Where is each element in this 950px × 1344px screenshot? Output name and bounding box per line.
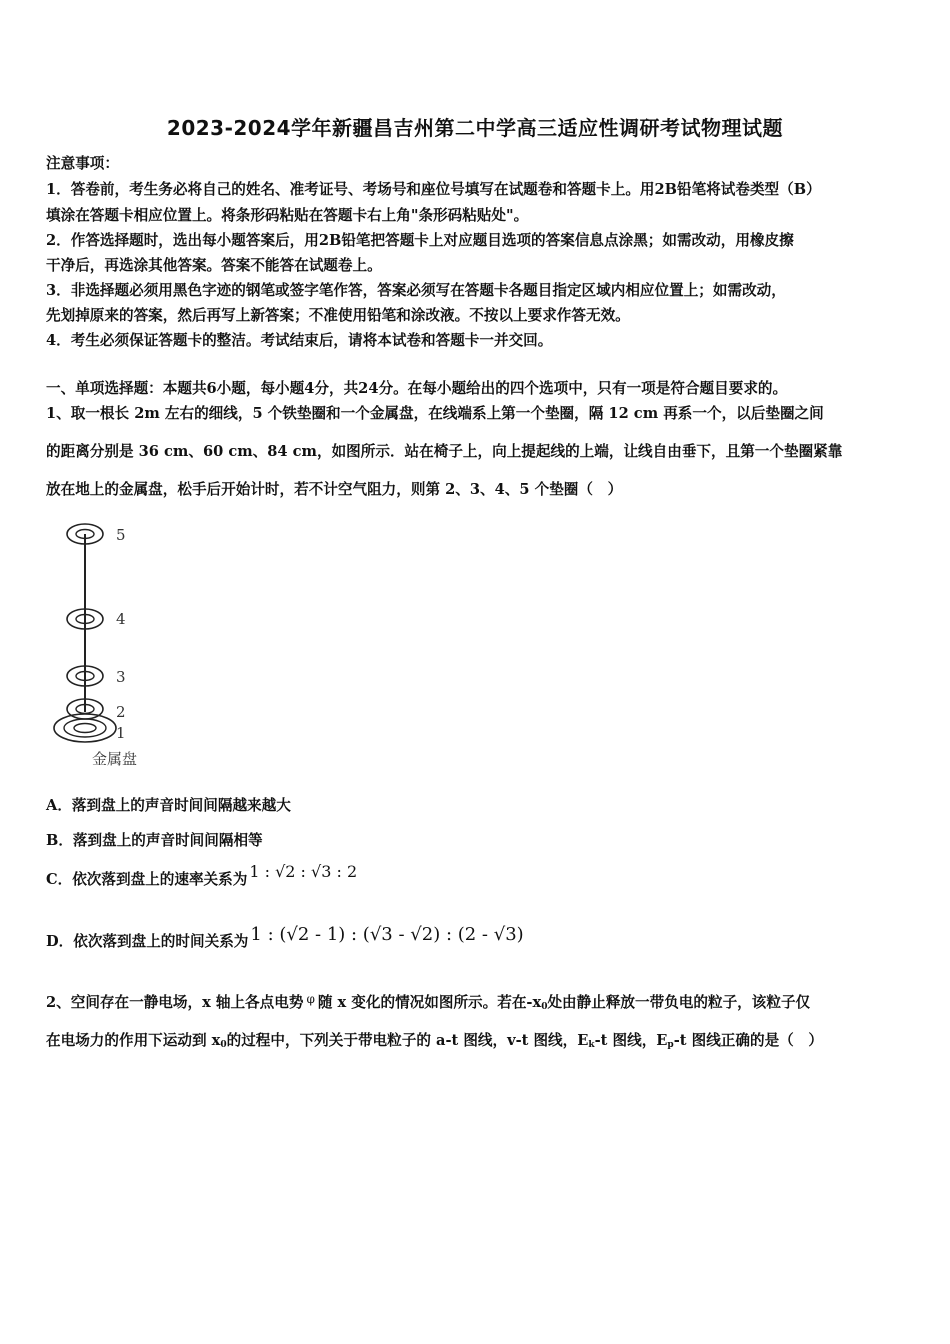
- washer-label: 4: [116, 610, 126, 628]
- option-b: B．落到盘上的声音时间间隔相等: [46, 832, 263, 849]
- question-1-line: 1、取一根长 2m 左右的细线，5 个铁垫圈和一个金属盘，在线端系上第一个垫圈，隔 12 cm 再系一个，以后垫圈之间: [46, 405, 824, 422]
- notice-line: 4．考生必须保证答题卡的整洁。考试结束后，请将本试卷和答题卡一并交回。: [46, 332, 553, 349]
- notice-line: 2．作答选择题时，选出每小题答案后，用2B铅笔把答题卡上对应题目选项的答案信息点涂黑；如需改动，用橡皮擦: [46, 232, 794, 249]
- notice-line: 干净后，再选涂其他答案。答案不能答在试题卷上。: [46, 257, 382, 274]
- question-2-line: [46, 991, 810, 1012]
- q2-text: 在电场力的作用下运动到 x: [46, 1032, 221, 1049]
- option-a: A．落到盘上的声音时间间隔越来越大: [46, 797, 291, 814]
- page-title: 2023-2024学年新疆昌吉州第二中学高三适应性调研考试物理试题: [166, 116, 784, 140]
- subscript: k: [588, 1040, 595, 1050]
- option-d-math: 1 : (√2 - 1) : (√3 - √2) : (2 - √3): [250, 924, 524, 945]
- subscript: p: [667, 1040, 674, 1050]
- q2-text: 随 x 变化的情况如图所示。若在-x: [317, 994, 542, 1011]
- phi-symbol: φ: [306, 992, 315, 1006]
- option-c-math: 1 : √2 : √3 : 2: [249, 862, 358, 881]
- question-1-line: 的距离分别是 36 cm、60 cm、84 cm，如图所示．站在椅子上，向上提起线的上端，让线自由垂下，且第一个垫圈紧靠: [46, 443, 843, 460]
- q2-text: 的过程中，下列关于带电粒子的 a-t 图线，v-t 图线，E: [226, 1032, 589, 1049]
- option-c: [46, 862, 358, 889]
- subscript: 0: [541, 1002, 548, 1012]
- washer-figure: [46, 512, 176, 772]
- q2-text: -t 图线，E: [594, 1032, 668, 1049]
- option-c-text: C．依次落到盘上的速率关系为: [46, 871, 248, 888]
- notice-heading: 注意事项：: [46, 155, 119, 172]
- washer-label: 2: [116, 703, 126, 721]
- plate-label: 金属盘: [92, 750, 138, 768]
- option-d: [46, 924, 524, 951]
- notice-line: 3．非选择题必须用黑色字迹的钢笔或签字笔作答，答案必须写在答题卡各题目指定区域内相应位置上；如需改动，: [46, 282, 786, 299]
- notice-line: 填涂在答题卡相应位置上。将条形码粘贴在答题卡右上角"条形码粘贴处"。: [46, 207, 529, 224]
- notice-line: 1．答卷前，考生务必将自己的姓名、准考证号、考场号和座位号填写在试题卷和答题卡上。用2B铅笔将试卷类型（B）: [46, 181, 821, 198]
- washer-label: 5: [116, 526, 126, 544]
- washer-label: 3: [116, 668, 126, 686]
- washer-label: 1: [116, 724, 126, 742]
- q2-text: -t 图线正确的是（ ）: [673, 1032, 823, 1049]
- q2-text: 2、空间存在一静电场，x 轴上各点电势: [46, 994, 304, 1011]
- question-1-line: 放在地上的金属盘，松手后开始计时，若不计空气阻力，则第 2、3、4、5 个垫圈（ ）: [46, 481, 623, 498]
- notice-line: 先划掉原来的答案，然后再写上新答案；不准使用铅笔和涂改液。不按以上要求作答无效。: [46, 307, 630, 324]
- option-d-text: D．依次落到盘上的时间关系为: [46, 933, 249, 950]
- subscript: 0: [220, 1040, 227, 1050]
- question-2-line: [46, 1029, 823, 1050]
- q2-text: 处由静止释放一带负电的粒子，该粒子仅: [547, 994, 811, 1011]
- section-heading: 一、单项选择题：本题共6小题，每小题4分，共24分。在每小题给出的四个选项中，只有一项是符合题目要求的。: [46, 380, 788, 397]
